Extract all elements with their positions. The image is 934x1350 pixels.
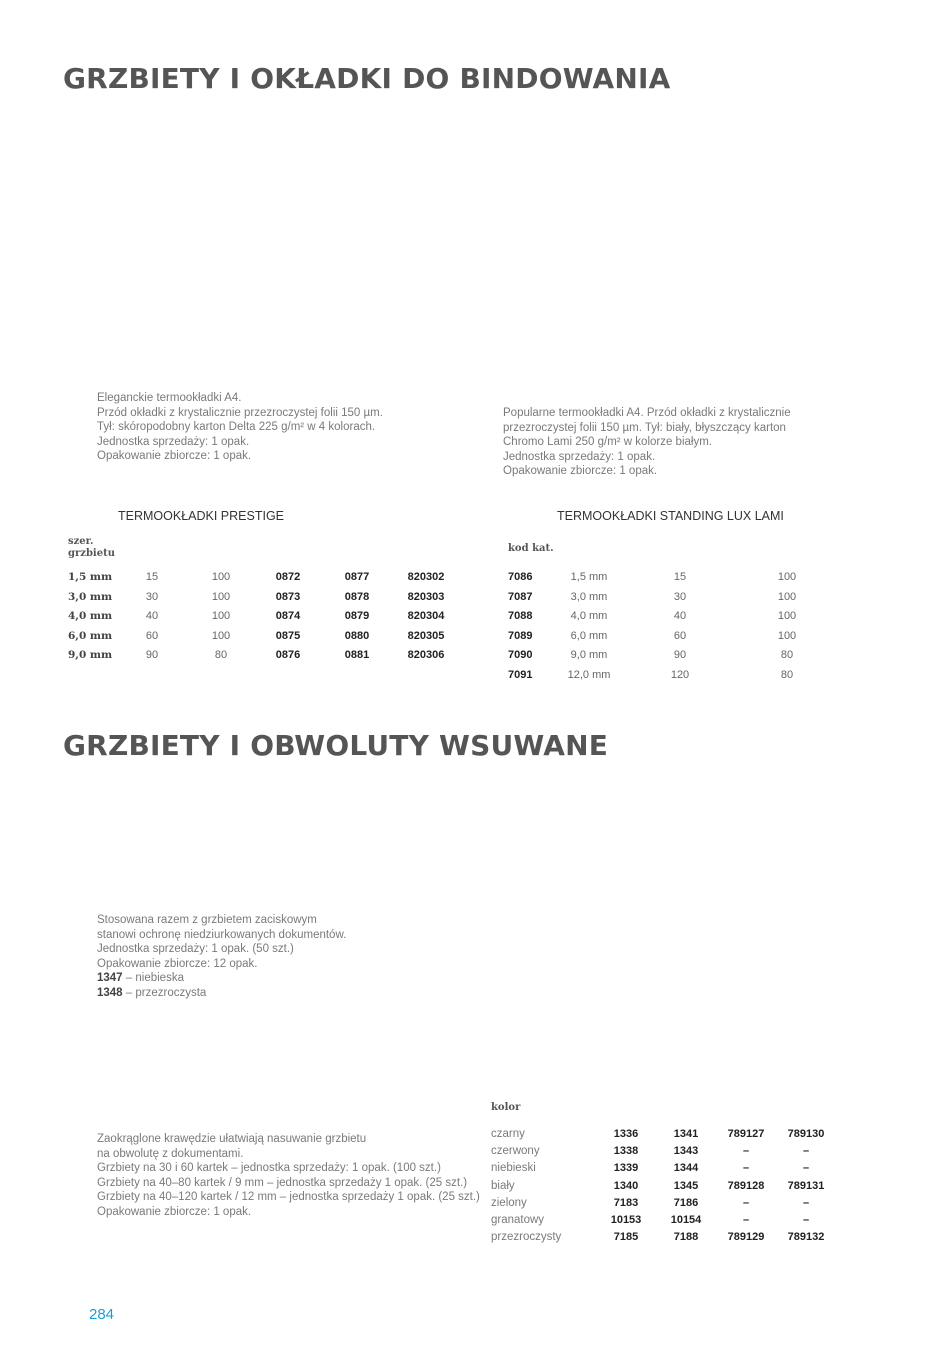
table-cell: przezroczysty [491, 1231, 562, 1244]
table-cell: 15 [673, 571, 687, 583]
variant-line [97, 986, 346, 1001]
desc-line: Jednostka sprzedaży: 1 opak. [97, 435, 250, 448]
desc-line: przezroczystej folii 150 µm. Tył: biały, błyszczący karton [503, 421, 786, 434]
table-cell: 9,0 mm [68, 649, 113, 662]
table-cell: 6,0 mm [68, 629, 113, 642]
table-cell: 820304 [407, 610, 445, 623]
desc-line: Popularne termookładki A4. Przód okładki z krystalicznie [503, 407, 791, 419]
table-cell: czarny [491, 1128, 525, 1140]
table-cell: 7089 [508, 629, 533, 642]
table-cell: 0878 [344, 590, 370, 603]
table-cell: – [742, 1162, 750, 1175]
table-cell: 30 [673, 590, 687, 603]
table-cell: 7088 [508, 610, 533, 623]
table-cell: 0872 [275, 571, 301, 583]
table-cell: 7086 [508, 571, 533, 583]
section-title-sleeves: GRZBIETY I OBWOLUTY WSUWANE [63, 729, 609, 762]
desc-line: Tył: skóropodobny karton Delta 225 g/m² w 4 kolorach. [97, 421, 376, 434]
table-cell: 60 [673, 629, 687, 642]
table-cell: 100 [211, 590, 231, 603]
table-cell: 7185 [613, 1231, 639, 1244]
desc-line: Zaokrąglone krawędzie ułatwiają nasuwanie grzbietu [97, 1133, 367, 1145]
table-cell: czerwony [491, 1145, 540, 1158]
lux-table-title: TERMOOKŁADKI STANDING LUX LAMI [557, 509, 784, 523]
table-cell: 100 [777, 571, 797, 583]
desc-line: Jednostka sprzedaży: 1 opak. [503, 450, 656, 463]
table-cell: 3,0 mm [570, 590, 608, 603]
lux-description [503, 406, 791, 479]
table-cell: 7091 [508, 669, 533, 681]
table-cell: 1344 [673, 1162, 699, 1175]
table-cell: – [802, 1214, 810, 1226]
table-cell: 789128 [727, 1179, 765, 1192]
table-cell: 1336 [613, 1128, 639, 1140]
table-cell: – [742, 1196, 750, 1209]
table-cell: 0877 [344, 571, 370, 583]
table-cell: 820302 [407, 571, 445, 583]
table-cell: 10153 [610, 1214, 642, 1226]
table-cell: zielony [491, 1196, 527, 1209]
color-table-header: kolor [491, 1102, 521, 1113]
table-cell: 1338 [613, 1145, 639, 1158]
table-cell: 1343 [673, 1145, 699, 1158]
variant-code: 1348 [97, 986, 123, 999]
table-cell: 3,0 mm [68, 590, 113, 603]
table-cell: 1341 [673, 1128, 699, 1140]
table-cell: 820305 [407, 629, 445, 642]
desc-line: Przód okładki z krystalicznie przezroczystej folii 150 µm. [97, 406, 383, 419]
table-cell: 100 [777, 610, 797, 623]
table-cell: 40 [673, 610, 687, 623]
table-cell: 789129 [727, 1231, 765, 1244]
desc-line: Opakowanie zbiorcze: 1 opak. [97, 1205, 252, 1218]
table-cell: 820306 [407, 649, 445, 662]
sleeve-description [97, 913, 346, 1001]
table-cell: 30 [145, 590, 159, 603]
variant-line [97, 971, 346, 986]
variant-label: – przezroczysta [122, 986, 207, 999]
table-cell: 1,5 mm [570, 571, 608, 583]
desc-line: stanowi ochronę niedziurkowanych dokumentów. [97, 928, 347, 941]
table-cell: 4,0 mm [570, 610, 608, 623]
desc-line: Stosowana razem z grzbietem zaciskowym [97, 914, 317, 926]
table-cell: 9,0 mm [570, 649, 608, 662]
desc-line: Chromo Lami 250 g/m² w kolorze białym. [503, 436, 712, 449]
table-cell: – [742, 1145, 750, 1158]
table-cell: 0880 [344, 629, 370, 642]
table-cell: 0875 [275, 629, 301, 642]
table-cell: 1,5 mm [68, 571, 113, 583]
table-cell: 7188 [673, 1231, 699, 1244]
desc-line: Opakowanie zbiorcze: 1 opak. [503, 465, 658, 478]
table-cell: 0881 [344, 649, 370, 662]
table-cell: 100 [211, 610, 231, 623]
table-cell: 100 [777, 590, 797, 603]
page-number: 284 [89, 1306, 115, 1323]
table-cell: 12,0 mm [567, 669, 611, 681]
table-cell: biały [491, 1179, 515, 1192]
table-cell: 4,0 mm [68, 610, 113, 623]
table-cell: 60 [145, 629, 159, 642]
prestige-description [97, 391, 383, 464]
table-cell: 100 [211, 629, 231, 642]
table-cell: – [802, 1196, 810, 1209]
table-cell: 789130 [787, 1128, 825, 1140]
table-cell: 80 [780, 649, 794, 662]
table-cell: 789127 [727, 1128, 765, 1140]
desc-line: Grzbiety na 30 i 60 kartek – jednostka sprzedaży: 1 opak. (100 szt.) [97, 1162, 441, 1175]
table-cell: 80 [780, 669, 794, 681]
table-cell: 7186 [673, 1196, 699, 1209]
table-cell: 90 [673, 649, 687, 662]
spine-description [97, 1132, 480, 1220]
table-cell: 1340 [613, 1179, 639, 1192]
table-cell: 789131 [787, 1179, 825, 1192]
table-cell: 10154 [670, 1214, 702, 1226]
table-cell: 0874 [275, 610, 301, 623]
table-cell: 100 [777, 629, 797, 642]
table-cell: granatowy [491, 1214, 545, 1226]
table-cell: – [742, 1214, 750, 1226]
table-cell: 0879 [344, 610, 370, 623]
prestige-header-spine-width: szer. grzbietu [68, 536, 115, 559]
desc-line: Eleganckie termookładki A4. [97, 392, 242, 404]
table-cell: niebieski [491, 1162, 536, 1175]
table-cell: 80 [214, 649, 228, 662]
table-cell: 6,0 mm [570, 629, 608, 642]
table-cell: 7183 [613, 1196, 639, 1209]
table-cell: 820303 [407, 590, 445, 603]
table-cell: 100 [211, 571, 231, 583]
desc-line: Grzbiety na 40–120 kartek / 12 mm – jednostka sprzedaży 1 opak. (25 szt.) [97, 1191, 480, 1204]
table-cell: 7087 [508, 590, 533, 603]
table-cell: – [802, 1145, 810, 1158]
section-title-binding: GRZBIETY I OKŁADKI DO BINDOWANIA [63, 62, 671, 95]
table-cell: 90 [145, 649, 159, 662]
table-cell: 7090 [508, 649, 533, 662]
table-cell: – [802, 1162, 810, 1175]
desc-line: Jednostka sprzedaży: 1 opak. (50 szt.) [97, 943, 294, 956]
table-cell: 0876 [275, 649, 301, 662]
table-cell: 15 [145, 571, 159, 583]
desc-line: Opakowanie zbiorcze: 12 opak. [97, 957, 258, 970]
variant-code: 1347 [97, 972, 123, 985]
table-cell: 1339 [613, 1162, 639, 1175]
table-cell: 40 [145, 610, 159, 623]
table-cell: 0873 [275, 590, 301, 603]
table-cell: 120 [670, 669, 690, 681]
desc-line: na obwolutę z dokumentami. [97, 1147, 244, 1160]
desc-line: Grzbiety na 40–80 kartek / 9 mm – jednostka sprzedaży 1 opak. (25 szt.) [97, 1176, 468, 1189]
variant-label: – niebieska [122, 972, 184, 985]
prestige-table-title: TERMOOKŁADKI PRESTIGE [118, 509, 285, 523]
desc-line: Opakowanie zbiorcze: 1 opak. [97, 450, 252, 463]
lux-header-code: kod kat. [508, 543, 554, 554]
table-cell: 789132 [787, 1231, 825, 1244]
table-cell: 1345 [673, 1179, 699, 1192]
